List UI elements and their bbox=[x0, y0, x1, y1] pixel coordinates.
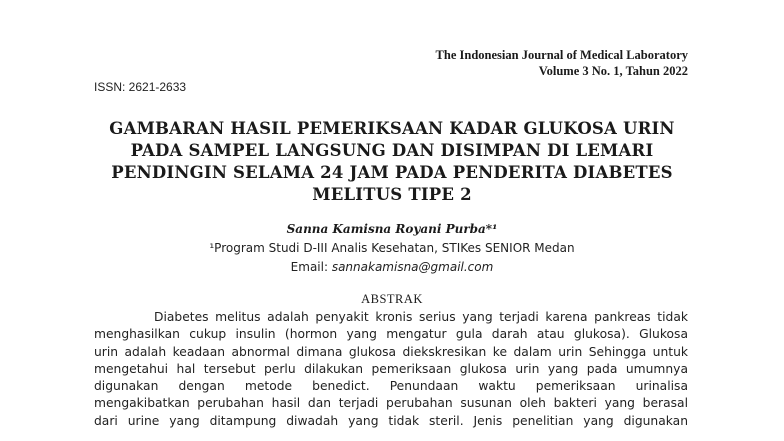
abstract-line: Diabetes melitus adalah penyakit kronis serius yang terjadi karena pankreas tidak bbox=[154, 310, 688, 324]
title-line: PENDINGIN SELAMA 24 JAM PADA PENDERITA DIABETES bbox=[111, 163, 673, 182]
title-line: GAMBARAN HASIL PEMERIKSAAN KADAR GLUKOSA URIN bbox=[109, 119, 675, 138]
title-line: MELITUS TIPE 2 bbox=[312, 185, 472, 204]
issn-label: ISSN: 2621-2633 bbox=[94, 80, 187, 94]
author-email bbox=[0, 260, 784, 274]
abstract-line: urin adalah keadaan abnormal dimana glukosa diekskresikan ke dalam urin Sehingga untuk bbox=[94, 344, 688, 359]
title-line: PADA SAMPEL LANGSUNG DAN DISIMPAN DI LEMARI bbox=[130, 141, 654, 160]
abstract-line: digunakan dengan metode benedict. Penundaan waktu pemeriksaan urinalisa bbox=[94, 379, 688, 394]
abstract-line: mengetahui hal tersebut perlu dilakukan pemeriksaan glukosa urin yang pada umumnya bbox=[94, 361, 688, 376]
paper-title bbox=[90, 118, 694, 206]
journal-header bbox=[436, 47, 688, 79]
journal-name: The Indonesian Journal of Medical Laboratory bbox=[435, 48, 688, 62]
abstract-line: mengakibatkan perubahan hasil dan terjadi perubahan susunan oleh bakteri yang berasal bbox=[94, 396, 688, 411]
abstract-heading: ABSTRAK bbox=[361, 292, 423, 306]
abstract-line: menghasilkan cukup insulin (hormon yang mengatur gula darah atau glukosa). Glukosa bbox=[94, 327, 688, 342]
abstract-body bbox=[94, 309, 688, 430]
abstract-line: dari urine yang ditampung diwadah yang tidak steril. Jenis penelitian yang digunakan bbox=[94, 413, 688, 428]
email-label: Email: bbox=[290, 260, 332, 274]
journal-issue: Volume 3 No. 1, Tahun 2022 bbox=[538, 64, 688, 78]
author-affiliation: ¹Program Studi D-III Analis Kesehatan, STIKes SENIOR Medan bbox=[209, 241, 575, 255]
author-name: Sanna Kamisna Royani Purba*¹ bbox=[286, 222, 498, 236]
email-address: sannakamisna@gmail.com bbox=[331, 260, 494, 274]
